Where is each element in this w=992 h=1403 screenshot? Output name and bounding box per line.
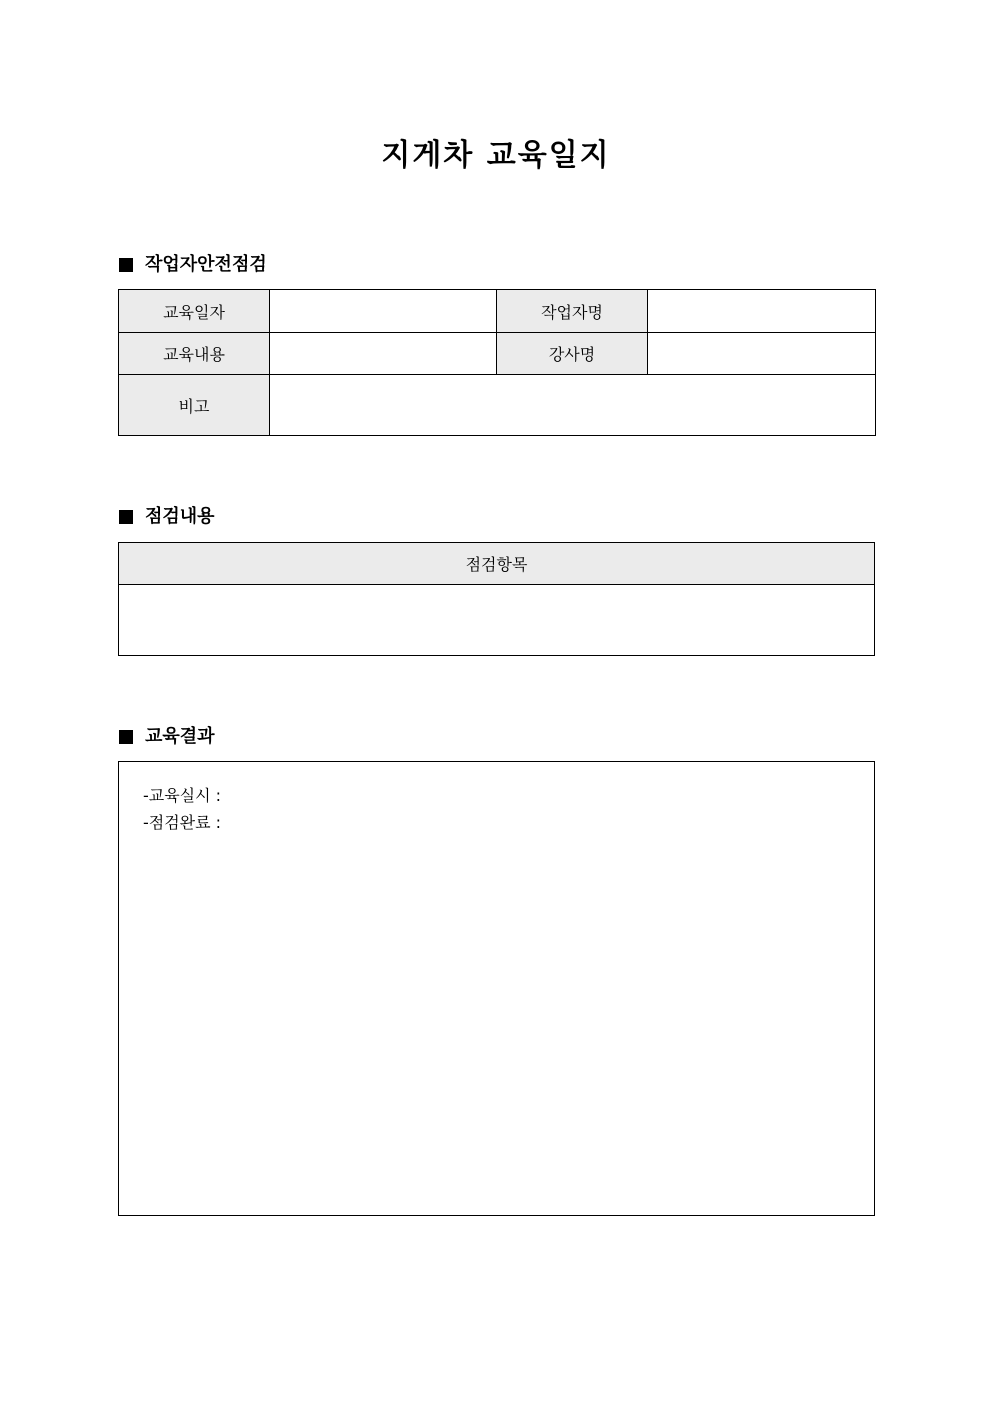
worker-check-table xyxy=(118,289,876,436)
instructor-name-label: 강사명 xyxy=(497,333,648,375)
table-row xyxy=(119,375,876,436)
education-conducted-line: -교육실시 : xyxy=(143,786,222,805)
section-heading-worker-check xyxy=(119,253,267,277)
education-content-label: 교육내용 xyxy=(119,333,270,375)
square-bullet-icon xyxy=(119,258,133,272)
square-bullet-icon xyxy=(119,730,133,744)
section-heading-inspection xyxy=(119,505,215,529)
table-row xyxy=(119,585,875,656)
worker-name-value[interactable] xyxy=(648,290,876,333)
table-row xyxy=(119,543,875,585)
education-result-box[interactable] xyxy=(118,761,875,1216)
remarks-value[interactable] xyxy=(270,375,876,436)
inspection-items-content[interactable] xyxy=(119,585,875,656)
worker-name-label: 작업자명 xyxy=(497,290,648,333)
section-heading-label: 점검내용 xyxy=(145,506,215,527)
education-date-value[interactable] xyxy=(270,290,497,333)
education-content-value[interactable] xyxy=(270,333,497,375)
table-row xyxy=(119,333,876,375)
section-heading-result xyxy=(119,725,215,749)
inspection-table xyxy=(118,542,875,656)
result-lines xyxy=(143,782,221,836)
inspection-items-header: 점검항목 xyxy=(119,543,875,585)
remarks-label: 비고 xyxy=(119,375,270,436)
inspection-completed-line: -점검완료 : xyxy=(143,813,222,832)
document-title: 지게차 교육일지 xyxy=(381,138,611,173)
education-date-label: 교육일자 xyxy=(119,290,270,333)
square-bullet-icon xyxy=(119,510,133,524)
instructor-name-value[interactable] xyxy=(648,333,876,375)
section-heading-label: 작업자안전점검 xyxy=(145,254,267,275)
section-heading-label: 교육결과 xyxy=(145,726,215,747)
table-row xyxy=(119,290,876,333)
